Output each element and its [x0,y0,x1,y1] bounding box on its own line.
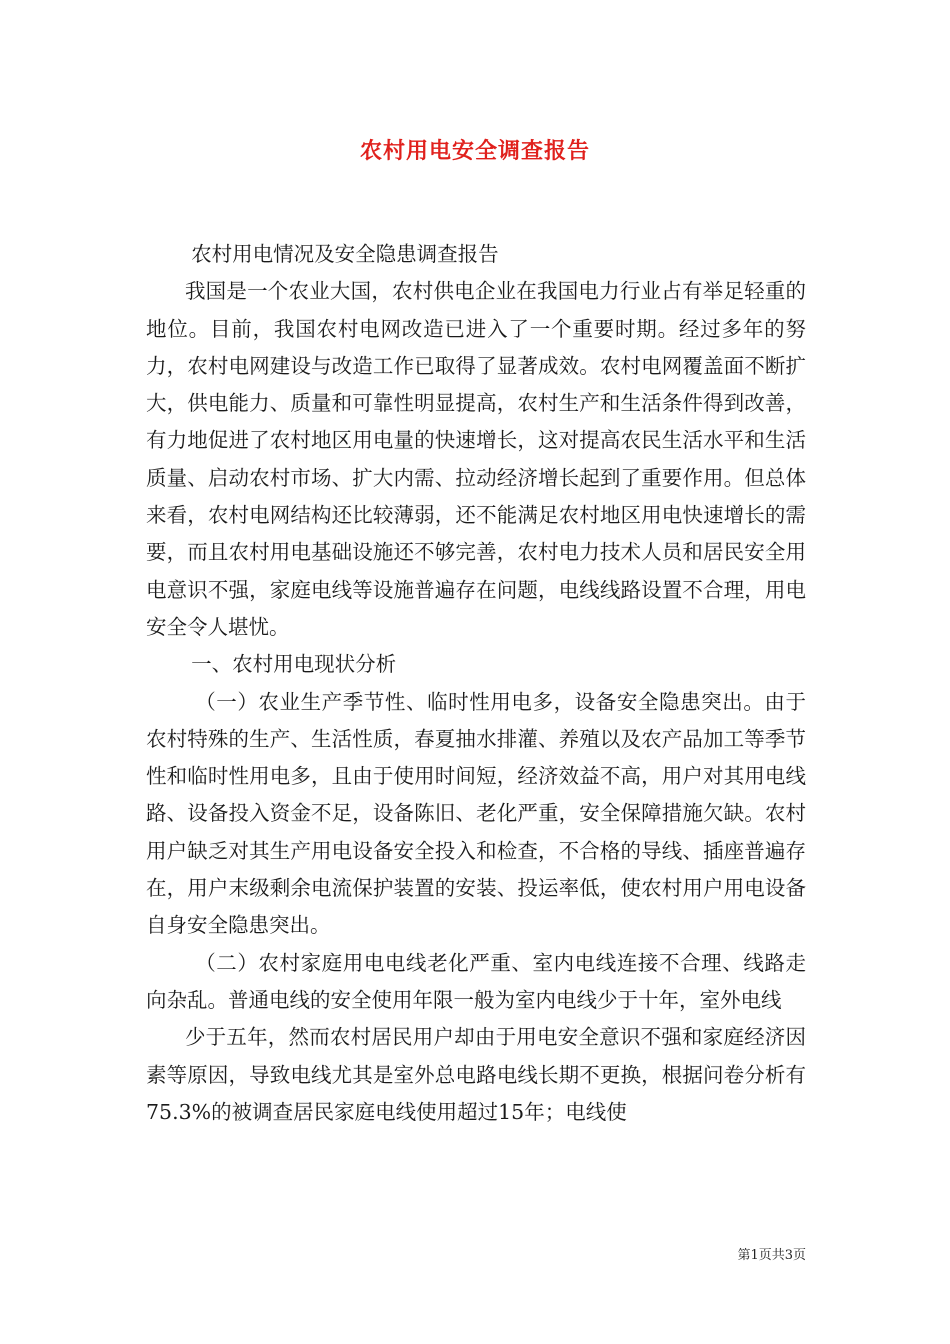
paragraph-intro: 我国是一个农业大国，农村供电企业在我国电力行业占有举足轻重的地位。目前，我国农村电网改造已进入了一个重要时期。经过多年的努力，农村电网建设与改造工作已取得了显著成效。农村电网覆盖面不断扩大，供电能力、质量和可靠性明显提高，农村生产和生活条件得到改善，有力地促进了农村地区用电量的快速增长，这对提高农民生活水平和生活质量、启动农村市场、扩大内需、拉动经济增长起到了重要作用。但总体来看，农村电网结构还比较薄弱，还不能满足农村地区用电快速增长的需要，而且农村用电基础设施还不够完善，农村电力技术人员和居民安全用电意识不强，家庭电线等设施普遍存在问题，电线线路设置不合理，用电安全令人堪忧。 [146,279,806,639]
document-subtitle: 农村用电情况及安全隐患调查报告 [191,242,499,266]
paragraph-continuation: 少于五年，然而农村居民用户却由于用电安全意识不强和家庭经济因素等原因，导致电线尤其是室外总电路电线长期不更换，根据问卷分析有75.3%的被调查居民家庭电线使用超过15年；电线使 [146,1025,806,1124]
document-title: 农村用电安全调查报告 [359,139,590,164]
paragraph-section-1-2: （二）农村家庭用电电线老化严重、室内电线连接不合理、线路走向杂乱。普通电线的安全使用年限一般为室内电线少于十年，室外电线 [146,950,806,1012]
section-heading-1: 一、农村用电现状分析 [191,652,397,677]
paragraph-section-1-1: （一）农业生产季节性、临时性用电多，设备安全隐患突出。由于农村特殊的生产、生活性质，春夏抽水排灌、养殖以及农产品加工等季节性和临时性用电多，且由于使用时间短，经济效益不高，用户对其用电线路、设备投入资金不足，设备陈旧、老化严重，安全保障措施欠缺。农村用户缺乏对其生产用电设备安全投入和检查，不合格的导线、插座普遍存在，用户末级剩余电流保护装置的安装、投运率低，使农村用户用电设备自身安全隐患突出。 [146,689,806,938]
document-body [146,236,806,1131]
page-number: 第1页共3页 [737,1248,806,1263]
